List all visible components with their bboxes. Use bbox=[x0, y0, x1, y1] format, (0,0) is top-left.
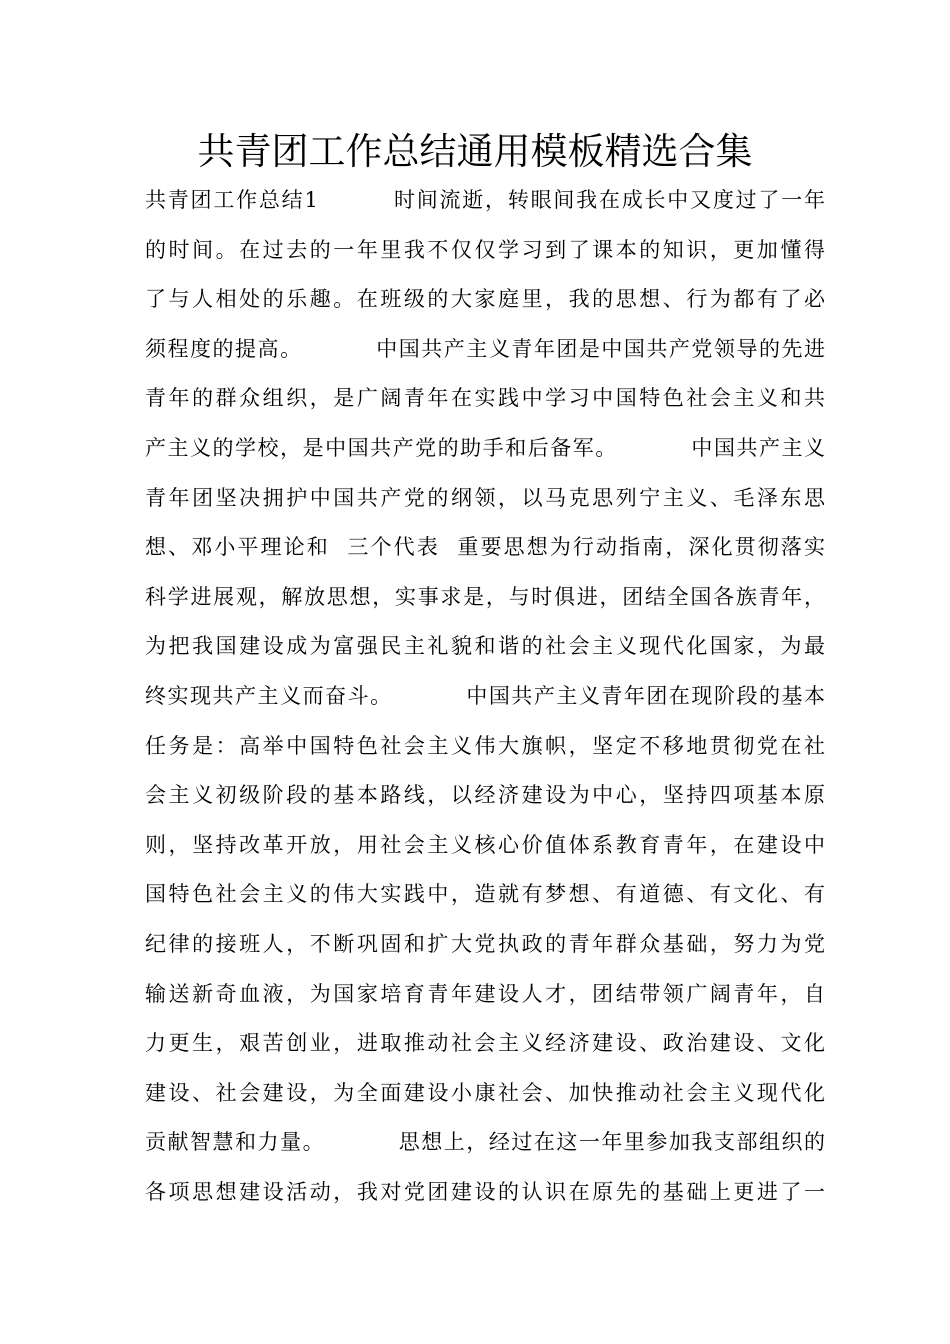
text-line: 青年的群众组织，是广阔青年在实践中学习中国特色社会主义和共 bbox=[145, 386, 825, 411]
text-line: 力更生，艰苦创业，进取推动社会主义经济建设、政治建设、文化 bbox=[145, 1031, 825, 1056]
document-body bbox=[145, 176, 825, 1217]
text-line: 的时间。在过去的一年里我不仅仅学习到了课本的知识，更加懂得 bbox=[145, 237, 825, 262]
text-line: 则，坚持改革开放，用社会主义核心价值体系教育青年，在建设中 bbox=[145, 832, 825, 857]
text-line: 贡献智慧和力量。 思想上，经过在这一年里参加我支部组织的 bbox=[145, 1130, 825, 1155]
text-line: 建设、社会建设，为全面建设小康社会、加快推动社会主义现代化 bbox=[145, 1080, 825, 1105]
text-line: 为把我国建设成为富强民主礼貌和谐的社会主义现代化国家，为最 bbox=[145, 634, 825, 659]
text-line: 终实现共产主义而奋斗。 中国共产主义青年团在现阶段的基本 bbox=[145, 683, 825, 708]
text-line: 了与人相处的乐趣。在班级的大家庭里，我的思想、行为都有了必 bbox=[145, 287, 825, 312]
text-line: 纪律的接班人，不断巩固和扩大党执政的青年群众基础，努力为党 bbox=[145, 931, 825, 956]
text-line: 共青团工作总结1 时间流逝，转眼间我在成长中又度过了一年 bbox=[145, 188, 825, 212]
text-line: 输送新奇血液，为国家培育青年建设人才，团结带领广阔青年，自 bbox=[145, 981, 825, 1006]
text-line: 青年团坚决拥护中国共产党的纲领，以马克思列宁主义、毛泽东思 bbox=[145, 485, 825, 510]
text-line: 产主义的学校，是中国共产党的助手和后备军。 中国共产主义 bbox=[145, 435, 825, 460]
text-line: 国特色社会主义的伟大实践中，造就有梦想、有道德、有文化、有 bbox=[145, 882, 825, 907]
text-line: 各项思想建设活动，我对党团建设的认识在原先的基础上更进了一 bbox=[145, 1179, 825, 1204]
text-line: 须程度的提高。 中国共产主义青年团是中国共产党领导的先进 bbox=[145, 336, 825, 361]
text-line: 想、邓小平理论和 三个代表 重要思想为行动指南，深化贯彻落实 bbox=[145, 535, 825, 560]
text-line: 会主义初级阶段的基本路线，以经济建设为中心，坚持四项基本原 bbox=[145, 783, 825, 808]
document-title: 共青团工作总结通用模板精选合集 bbox=[197, 130, 753, 173]
text-line: 任务是：高举中国特色社会主义伟大旗帜，坚定不移地贯彻党在社 bbox=[145, 733, 825, 758]
text-line: 科学进展观，解放思想，实事求是，与时俱进，团结全国各族青年， bbox=[145, 584, 825, 609]
